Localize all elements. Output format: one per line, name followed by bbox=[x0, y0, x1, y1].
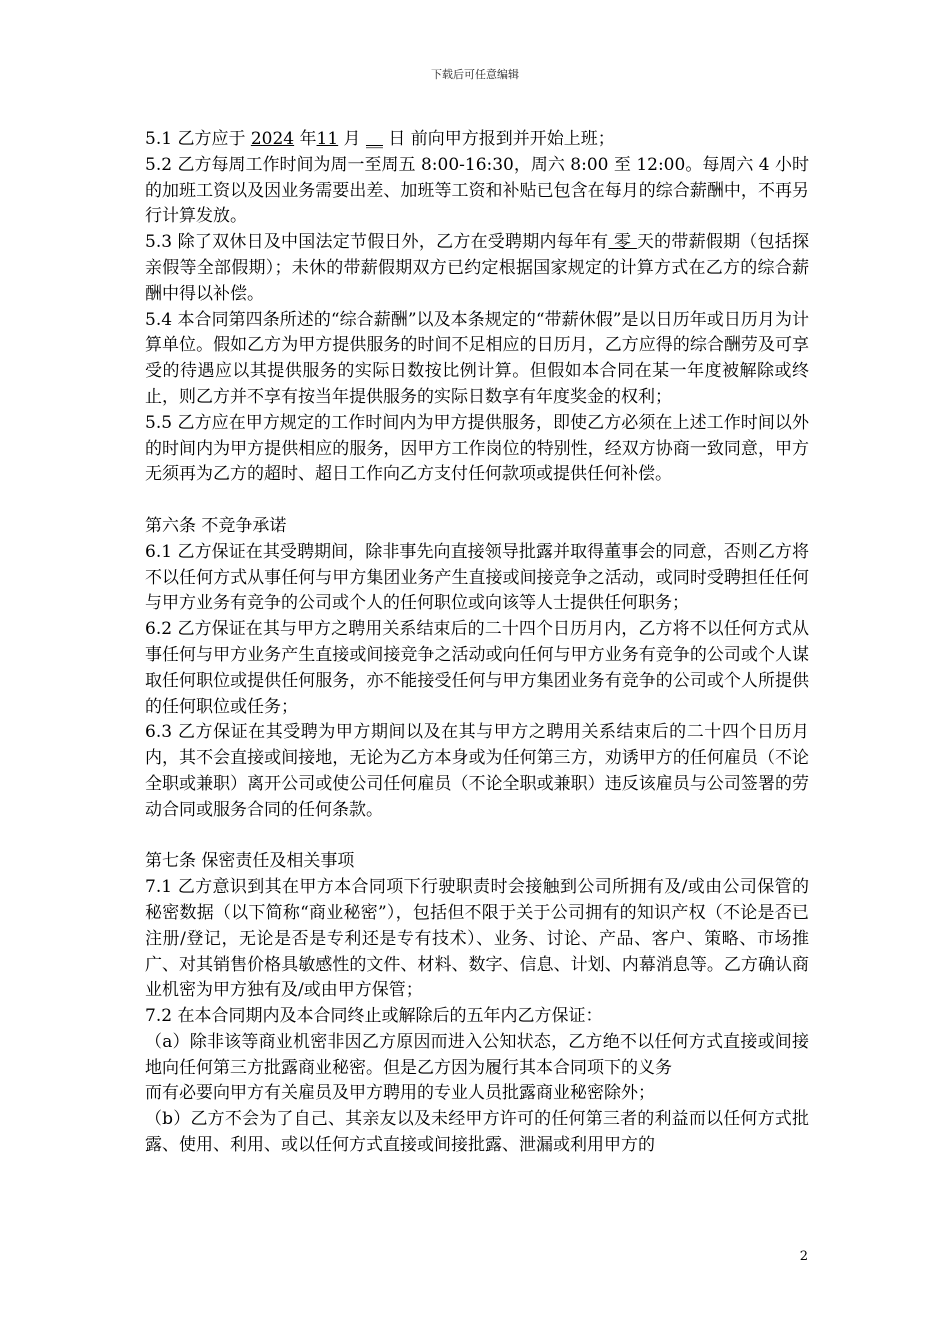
clause-7-2: 7.2 在本合同期内及本合同终止或解除后的五年内乙方保证： bbox=[145, 1006, 603, 1027]
clause-5-2: 5.2 乙方每周工作时间为周一至周五 8:00-16:30，周六 8:00 至 12:00。每周六 4 小时的加班工资以及因业务需要出差、加班等工资和补贴已包含在每月的综合薪酬中，不再另行计算发放。 bbox=[145, 154, 809, 227]
clause-6-2: 6.2 乙方保证在其与甲方之聘用关系结束后的二十四个日历月内，乙方将不以任何方式从事任何与甲方业务产生直接或间接竞争之活动或向任何与甲方业务有竞争的公司或个人谋取任何职位或提供任何服务，亦不能接受任何与甲方集团业务有竞争的公司或个人所提供的任何职位或任务； bbox=[145, 619, 809, 717]
clause-5-1: 5.1 乙方应于 2024 年11 月 __ 日 前向甲方报到并开始上班； bbox=[145, 129, 615, 149]
clause-7-2-a-cont: 而有必要向甲方有关雇员及甲方聘用的专业人员批露商业秘密除外； bbox=[145, 1083, 655, 1104]
start-month: 11 bbox=[316, 129, 339, 149]
clause-5-3: 5.3 除了双休日及中国法定节假日外，乙方在受聘期内每年有 零 天的带薪假期（包括探亲假等全部假期）；未休的带薪假期双方已约定根据国家规定的计算方式在乙方的综合薪酬中得以补偿。 bbox=[145, 232, 809, 304]
spacer bbox=[145, 488, 809, 514]
page-number: 2 bbox=[799, 1249, 808, 1264]
clause-7-2-b: （b）乙方不会为了自己、其亲友以及未经甲方许可的任何第三者的利益而以任何方式批露、使用、利用、或以任何方式直接或间接批露、泄漏或利用甲方的 bbox=[145, 1109, 809, 1156]
clause-6-3: 6.3 乙方保证在其受聘为甲方期间以及在其与甲方之聘用关系结束后的二十四个日历月内，其不会直接或间接地，无论为乙方本身或为任何第三方，劝诱甲方的任何雇员（不论全职或兼职）离开公司或使公司任何雇员（不论全职或兼职）违反该雇员与公司签署的劳动合同或服务合同的任何条款。 bbox=[145, 722, 809, 820]
clause-5-4: 5.4 本合同第四条所述的“综合薪酬”以及本条规定的“带薪休假”是以日历年或日历月为计算单位。假如乙方为甲方提供服务的时间不足相应的日历月，乙方应得的综合酬劳及可享受的待遇应以其提供服务的实际日数按比例计算。但假如本合同在某一年度被解除或终止，则乙方并不享有按当年提供服务的实际日数享有年度奖金的权利； bbox=[145, 309, 809, 407]
document-body bbox=[145, 127, 809, 1159]
clause-5-5: 5.5 乙方应在甲方规定的工作时间内为甲方提供服务，即使乙方必须在上述工作时间以外的时间内为甲方提供相应的服务，因甲方工作岗位的特别性，经双方协商一致同意，甲方无须再为乙方的超时、超日工作向乙方支付任何款项或提供任何补偿。 bbox=[145, 412, 809, 485]
clause-7-2-a: （a）除非该等商业机密非因乙方原因而进入公知状态，乙方绝不以任何方式直接或间接地向任何第三方批露商业秘密。但是乙方因为履行其本合同项下的义务 bbox=[145, 1031, 809, 1078]
clause-6-1: 6.1 乙方保证在其受聘期间，除非事先向直接领导批露并取得董事会的同意，否则乙方将不以任何方式从事任何与甲方集团业务产生直接或间接竞争之活动，或同时受聘担任任何与甲方业务有竞争的公司或个人的任何职位或向该等人士提供任何职务； bbox=[145, 541, 809, 614]
section-7-title: 第七条 保密责任及相关事项 bbox=[145, 851, 355, 872]
clause-7-1: 7.1 乙方意识到其在甲方本合同项下行驶职责时会接触到公司所拥有及/或由公司保管的秘密数据（以下简称“商业秘密”），包括但不限于关于公司拥有的知识产权（不论是否已注册/登记，无论是否是专利还是专有技术）、业务、讨论、产品、客户、策略、市场推广、对其销售价格具敏感性的文件、材料、数字、信息、计划、内幕消息等。乙方确认商业机密为甲方独有及/或由甲方保管； bbox=[145, 877, 809, 1001]
start-year: 2024 bbox=[250, 129, 295, 149]
page-header: 下载后可任意编辑 bbox=[431, 68, 519, 81]
paid-leave-days: 零 bbox=[608, 232, 637, 253]
start-day: __ bbox=[365, 129, 383, 149]
section-6-title: 第六条 不竞争承诺 bbox=[145, 515, 287, 536]
spacer bbox=[145, 824, 809, 850]
